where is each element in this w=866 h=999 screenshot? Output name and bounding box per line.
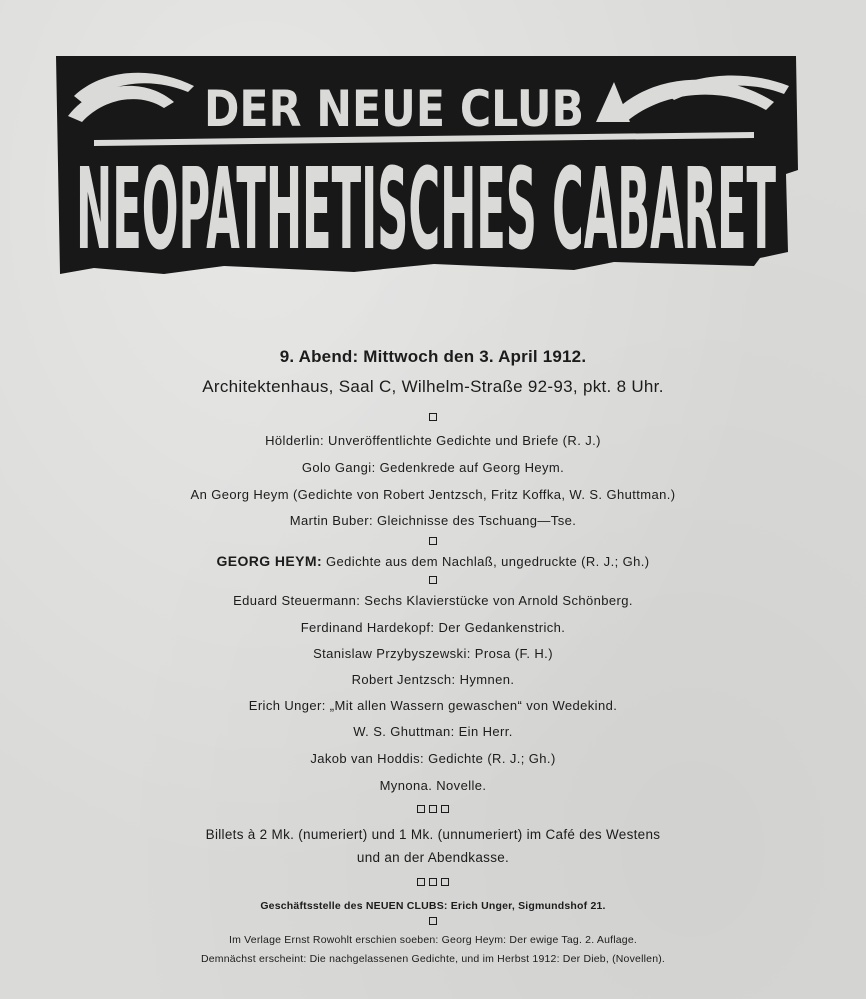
office-text: Geschäftsstelle des NEUEN CLUBS: Erich Unger, Sigmundshof 21.: [260, 900, 606, 912]
event-place: Architektenhaus, Saal C, Wilhelm-Straße 92-93, pkt. 8 Uhr.: [202, 377, 664, 396]
event-date: 9. Abend: Mittwoch den 3. April 1912.: [279, 347, 587, 366]
club-title: DER NEUE CLUB: [204, 80, 584, 138]
heym-name: GEORG HEYM:: [216, 553, 323, 569]
program-item: Martin Buber: Gleichnisse des Tschuang—Tse.: [289, 513, 577, 528]
tickets-line-2: und an der Abendkasse.: [356, 850, 510, 865]
square-ornament: [429, 537, 437, 545]
program-item: Robert Jentzsch: Hymnen.: [351, 672, 515, 687]
triple-square-ornament: [417, 805, 449, 813]
office-note: [0, 900, 866, 912]
tickets-line-1: Billets à 2 Mk. (numeriert) und 1 Mk. (unnumeriert) im Café des Westens: [205, 827, 661, 842]
square-ornament: [429, 576, 437, 584]
program-item: Erich Unger: „Mit allen Wassern gewaschen“ von Wedekind.: [248, 698, 618, 713]
program-item: Golo Gangi: Gedenkrede auf Georg Heym.: [301, 460, 565, 475]
program-item: Stanislaw Przybyszewski: Prosa (F. H.): [313, 646, 553, 661]
woodcut-header: [54, 52, 800, 276]
program-item: An Georg Heym (Gedichte von Robert Jentzsch, Fritz Koffka, W. S. Ghuttman.): [190, 487, 676, 502]
woodcut-header-graphic: [54, 52, 800, 276]
cabaret-title: NEOPATHETISCHES CABARET: [76, 145, 776, 275]
square-ornament: [429, 917, 437, 925]
publisher-note: Im Verlage Ernst Rowohlt erschien soeben: Georg Heym: Der ewige Tag. 2. Auflage.: [228, 934, 637, 946]
program-item: Jakob van Hoddis: Gedichte (R. J.; Gh.): [310, 751, 556, 766]
square-ornament: [429, 413, 437, 421]
heym-text: Gedichte aus dem Nachlaß, ungedruckte (R. J.; Gh.): [322, 554, 650, 569]
program-item: Eduard Steuermann: Sechs Klavierstücke von Arnold Schönberg.: [233, 593, 633, 608]
upcoming-note: Demnächst erscheint: Die nachgelassenen Gedichte, und im Herbst 1912: Der Dieb, (Novellen).: [200, 953, 666, 965]
program-item-heym: [0, 553, 866, 569]
program-item: W. S. Ghuttman: Ein Herr.: [353, 724, 513, 739]
program-item: Ferdinand Hardekopf: Der Gedankenstrich.: [300, 620, 566, 635]
program-item: Hölderlin: Unveröffentlichte Gedichte und Briefe (R. J.): [265, 433, 601, 448]
program-item: Mynona. Novelle.: [379, 778, 487, 793]
triple-square-ornament: [417, 878, 449, 886]
